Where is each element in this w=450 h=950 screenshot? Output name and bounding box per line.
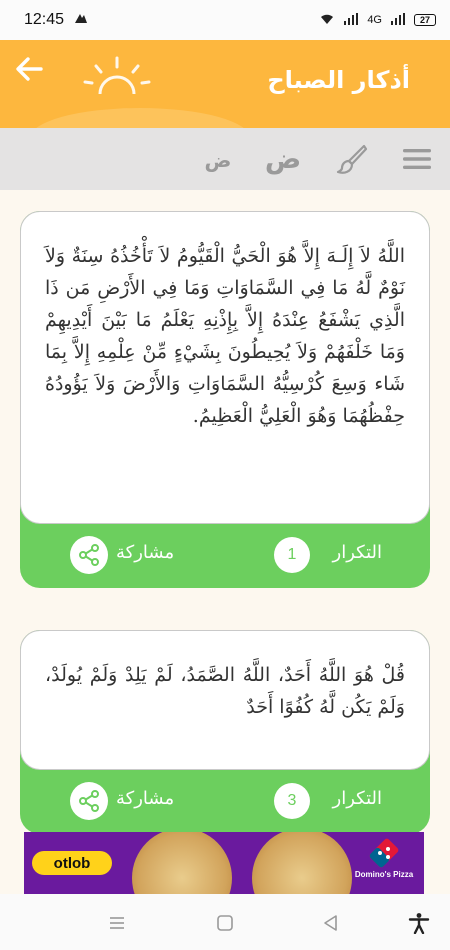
back-arrow-icon <box>14 56 44 82</box>
status-bar <box>0 0 450 40</box>
repeat-counter-button[interactable]: 1 <box>274 537 310 573</box>
font-size-decrease-button[interactable]: ض <box>204 148 232 172</box>
status-time: 12:45 <box>24 11 65 28</box>
share-label: مشاركة <box>116 788 175 809</box>
zikr-text: قُلْ هُوَ اللَّهُ أَحَدٌ، اللَّهُ الصَّمَدُ، لَمْ يَلِدْ وَلَمْ يُولَدْ، وَلَمْ يَكُن لَّهُ كُفُوًا أَحَدٌ <box>45 664 405 718</box>
zikr-card <box>20 211 430 588</box>
zikr-card <box>20 630 430 834</box>
status-icons <box>319 13 436 28</box>
dominos-logo <box>354 838 414 890</box>
share-icon <box>77 543 101 567</box>
page-title: أذكار الصباح <box>267 66 410 94</box>
zikr-card-footer <box>20 524 430 588</box>
pizza-image <box>132 832 232 894</box>
recent-apps-icon <box>108 915 126 931</box>
pizza-image <box>252 832 352 894</box>
zikr-card-body <box>20 211 430 524</box>
dominos-tile-icon <box>369 838 399 868</box>
wifi-icon <box>319 13 335 28</box>
ad-banner[interactable] <box>24 832 424 894</box>
accessibility-icon <box>408 912 430 934</box>
theme-button[interactable] <box>334 141 370 177</box>
zikr-card-body <box>20 630 430 770</box>
battery-icon: 27 <box>414 14 436 26</box>
menu-button[interactable] <box>400 144 434 174</box>
zikr-card-footer <box>20 770 430 834</box>
toolbar <box>0 128 450 190</box>
zikr-text: اللَّهُ لاَ إِلَـهَ إِلاَّ هُوَ الْحَيُّ الْقَيُّومُ لاَ تَأْخُذُهُ سِنَةٌ وَلاَ نَوْمٌ لَّهُ مَا فِي السَّمَاوَاتِ وَمَا فِي الأَرْضِ مَن ذَا الَّذِي يَشْفَعُ عِنْدَهُ إِلاَّ بِإِذْنِهِ يَعْلَمُ مَا بَيْنَ أَيْدِيهِمْ وَمَا خَلْفَهُمْ وَلاَ يُحِيطُونَ بِشَيْءٍ مِّنْ عِلْمِهِ إِلاَّ بِمَا شَاء وَسِعَ كُرْسِيُّهُ السَّمَاوَاتِ وَالأَرْضَ وَلاَ يَؤُودُهُ حِفْظُهُمَا وَهُوَ الْعَلِيُّ الْعَظِيمُ. <box>45 245 405 427</box>
share-label: مشاركة <box>116 542 175 563</box>
sunrise-icon <box>82 54 152 110</box>
home-button[interactable] <box>212 910 238 936</box>
system-back-button[interactable] <box>318 910 344 936</box>
repeat-label: التكرار <box>332 788 382 809</box>
back-icon <box>322 914 340 932</box>
back-button[interactable] <box>12 54 46 84</box>
repeat-label: التكرار <box>332 542 382 563</box>
repeat-counter-button[interactable]: 3 <box>274 783 310 819</box>
brush-icon <box>336 143 368 175</box>
signal-icon <box>390 13 406 28</box>
menu-icon <box>402 146 432 172</box>
share-button[interactable] <box>70 782 108 820</box>
share-button[interactable] <box>70 536 108 574</box>
header-decoration <box>30 108 250 128</box>
signal-icon <box>343 13 359 28</box>
recent-apps-button[interactable] <box>104 910 130 936</box>
notification-icon <box>74 12 88 28</box>
dominos-label: Domino's Pizza <box>354 870 414 879</box>
accessibility-button[interactable] <box>406 910 432 936</box>
font-size-increase-button[interactable]: ض <box>264 143 302 175</box>
network-type: 4G <box>367 14 382 26</box>
system-nav-bar <box>0 894 450 950</box>
share-icon <box>77 789 101 813</box>
home-icon <box>216 914 234 932</box>
otlob-logo: otlob <box>32 851 112 875</box>
app-header <box>0 40 450 128</box>
